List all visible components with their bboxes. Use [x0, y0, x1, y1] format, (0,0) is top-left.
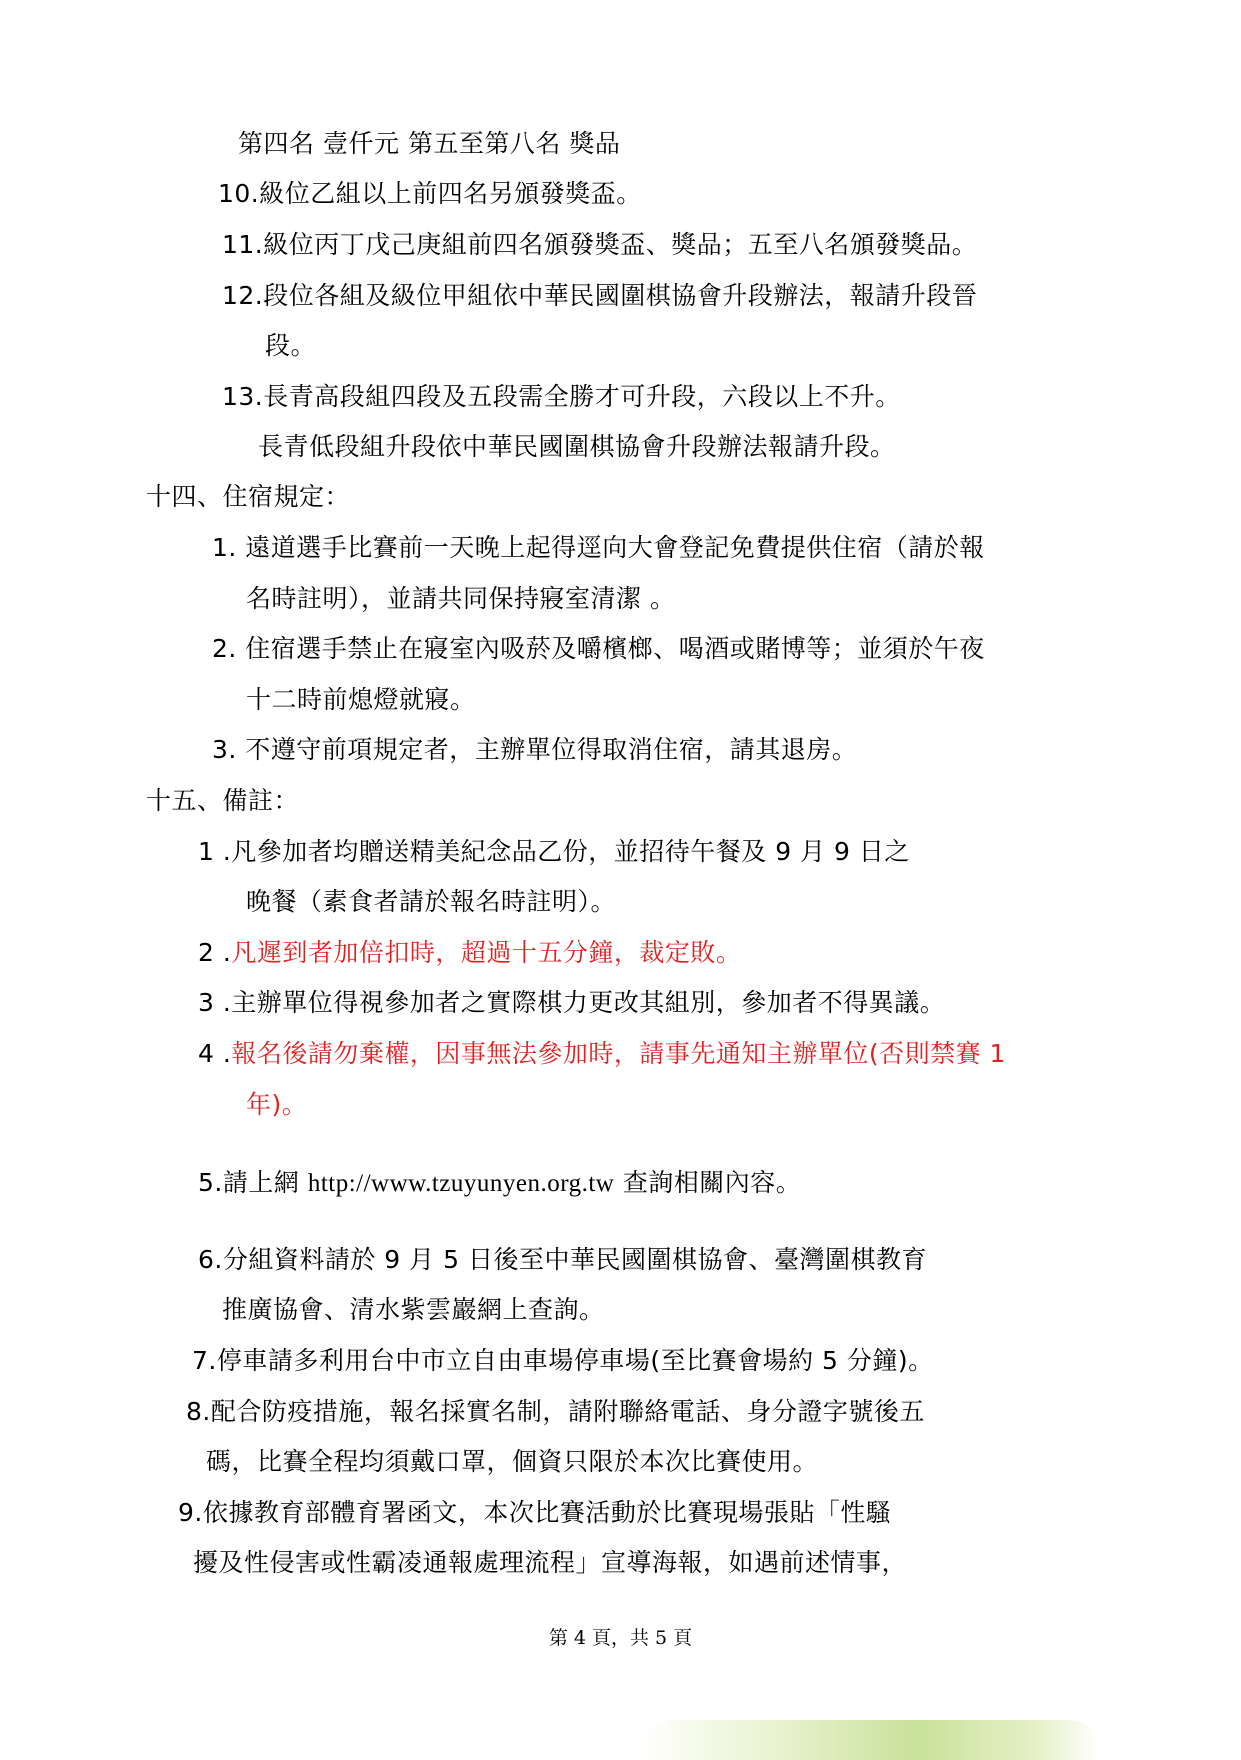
note-4-cont: 年)。 — [246, 1090, 308, 1119]
lodging-rule-2-cont: 十二時前熄燈就寢。 — [246, 685, 476, 714]
section-14-heading: 十四、住宿規定： — [146, 482, 351, 511]
note-3: 3 .主辦單位得視參加者之實際棋力更改其組別，參加者不得異議。 — [198, 988, 946, 1017]
note-9-cont: 擾及性侵害或性霸凌通報處理流程」宣導海報，如遇前述情事， — [193, 1548, 908, 1577]
section-15-heading: 十五、備註： — [146, 786, 300, 815]
note-1-cont: 晚餐（素食者請於報名時註明）。 — [246, 887, 617, 916]
rule-12: 12.段位各組及級位甲組依中華民國圍棋協會升段辦法，報請升段晉 — [222, 281, 978, 310]
note-6-cont: 推廣協會、清水紫雲巖網上查詢。 — [222, 1295, 605, 1324]
lodging-rule-3: 3. 不遵守前項規定者，主辦單位得取消住宿，請其退房。 — [212, 735, 858, 764]
rule-13-cont: 長青低段組升段依中華民國圍棋協會升段辦法報請升段。 — [258, 432, 896, 461]
note-5 — [198, 1166, 801, 1201]
decorative-footer-band — [640, 1720, 1100, 1760]
note-1: 1 .凡參加者均贈送精美紀念品乙份，並招待午餐及 9 月 9 日之 — [198, 837, 910, 866]
rule-10: 10.級位乙組以上前四名另頒發獎盃。 — [218, 179, 642, 208]
note-6: 6.分組資料請於 9 月 5 日後至中華民國圍棋協會、臺灣圍棋教育 — [198, 1245, 927, 1274]
note-5-prefix: 5.請上網 — [198, 1168, 308, 1197]
note-4-prefix: 4 . — [198, 1039, 232, 1068]
rule-12-cont: 段。 — [265, 331, 317, 360]
note-7: 7.停車請多利用台中市立自由車場停車場(至比賽會場約 5 分鐘)。 — [192, 1346, 934, 1375]
lodging-rule-2: 2. 住宿選手禁止在寢室內吸菸及嚼檳榔、喝酒或賭博等；並須於午夜 — [212, 634, 985, 663]
page-footer: 第 4 頁，共 5 頁 — [548, 1627, 693, 1649]
prize-fourth-line: 第四名 壹仟元 第五至第八名 獎品 — [238, 129, 621, 158]
website-link[interactable]: http://www.tzuyunyen.org.tw — [307, 1170, 615, 1197]
note-9: 9.依據教育部體育署函文，本次比賽活動於比賽現場張貼「性騷 — [178, 1498, 892, 1527]
note-2 — [198, 936, 741, 970]
lodging-rule-1: 1. 遠道選手比賽前一天晚上起得逕向大會登記免費提供住宿（請於報 — [212, 533, 985, 562]
lodging-rule-1-cont: 名時註明），並請共同保持寢室清潔 。 — [246, 584, 676, 613]
note-5-suffix: 查詢相關內容。 — [614, 1168, 802, 1197]
note-2-prefix: 2 . — [198, 938, 232, 967]
note-8: 8.配合防疫措施，報名採實名制，請附聯絡電話、身分證字號後五 — [186, 1397, 925, 1426]
rule-13: 13.長青高段組四段及五段需全勝才可升段，六段以上不升。 — [222, 382, 901, 411]
note-4 — [198, 1037, 1006, 1071]
rule-11: 11.級位丙丁戊己庚組前四名頒發獎盃、獎品；五至八名頒發獎品。 — [222, 230, 978, 259]
note-2-warning: 凡遲到者加倍扣時，超過十五分鐘，裁定敗。 — [231, 938, 742, 967]
note-8-cont: 碼，比賽全程均須戴口罩，個資只限於本次比賽使用。 — [206, 1447, 819, 1476]
note-4-warning: 報名後請勿棄權，因事無法參加時，請事先通知主辦單位(否則禁賽 1 — [231, 1039, 1006, 1068]
